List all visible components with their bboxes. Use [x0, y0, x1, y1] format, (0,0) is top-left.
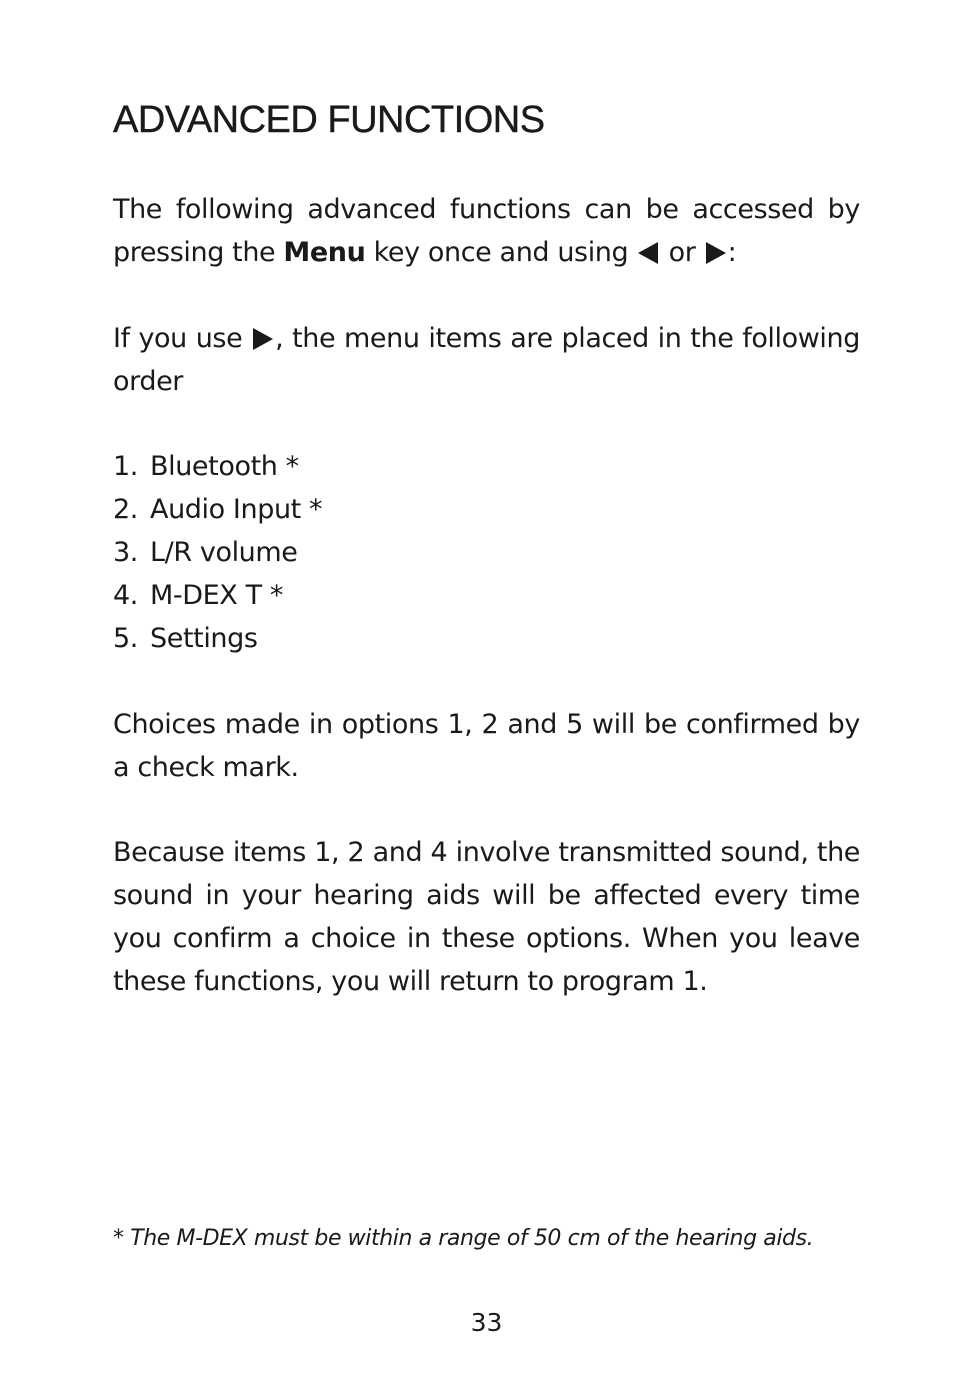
list-item-label: L/R volume [150, 537, 298, 568]
menu-key-label: Menu [283, 237, 366, 268]
list-item-number: 5. [113, 623, 138, 654]
footnote: * The M-DEX must be within a range of 50 cm of the hearing aids. [113, 1226, 814, 1251]
list-item-number: 4. [113, 580, 138, 611]
list-item-number: 2. [113, 494, 138, 525]
intro-colon: : [727, 237, 737, 268]
list-item [113, 617, 322, 660]
choices-paragraph: Choices made in options 1, 2 and 5 will be confirmed by a check mark. [113, 709, 860, 783]
list-item-number: 3. [113, 537, 138, 568]
list-item-label: Settings [150, 623, 258, 654]
intro-paragraph [113, 188, 860, 274]
list-item-number: 1. [113, 451, 138, 482]
intro-text-middle: key once and using [365, 237, 637, 268]
list-item [113, 445, 322, 488]
page-number: 33 [470, 1308, 503, 1337]
list-item [113, 531, 322, 574]
order-text-end: , the menu items are placed in the following order [113, 323, 860, 397]
right-triangle-icon [253, 328, 273, 350]
list-item [113, 488, 322, 531]
list-item-label: Bluetooth * [150, 451, 299, 482]
page-title: ADVANCED FUNCTIONS [113, 99, 545, 141]
transmitted-sound-paragraph: Because items 1, 2 and 4 involve transmitted sound, the sound in your hearing aids will be affected every time you confirm a choice in these options. When you leave these functions, you will return to program 1. [113, 837, 860, 997]
left-triangle-icon [638, 242, 658, 264]
list-item-label: Audio Input * [150, 494, 323, 525]
list-item-label: M-DEX T * [150, 580, 283, 611]
right-triangle-icon [706, 242, 726, 264]
list-item [113, 574, 322, 617]
intro-text-start: The following advanced functions can be accessed by pressing the [113, 194, 860, 268]
order-text-start: If you use [113, 323, 252, 354]
order-paragraph [113, 317, 860, 403]
intro-or-text: or [660, 237, 704, 268]
menu-items-list [113, 445, 322, 660]
